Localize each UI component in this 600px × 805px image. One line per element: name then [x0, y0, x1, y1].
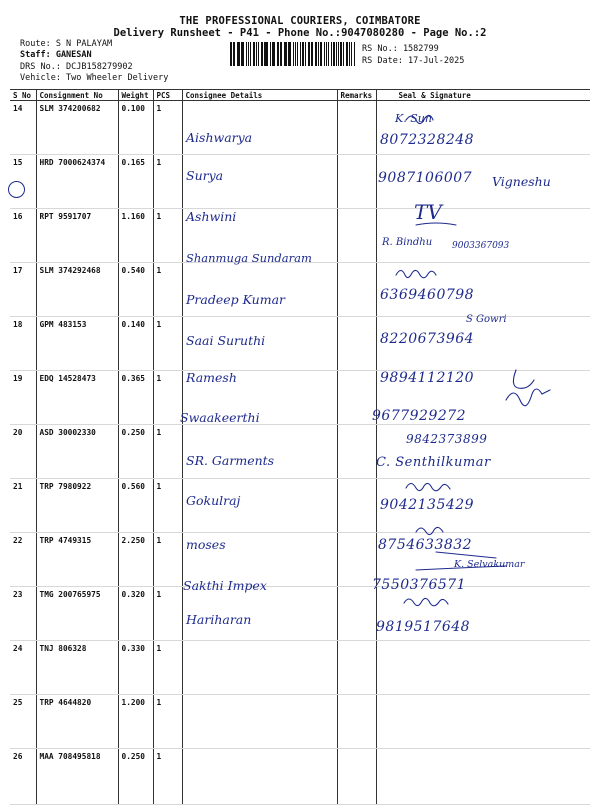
row-consignment-no: TRP 4644820 — [36, 695, 118, 749]
row-pcs: 1 — [153, 695, 182, 749]
row-consignment-no: TRP 4749315 — [36, 533, 118, 587]
row-consignee-details — [182, 101, 337, 155]
handwritten-name: Shanmuga Sundaram — [186, 251, 312, 265]
row-pcs: 1 — [153, 371, 182, 425]
row-pcs: 1 — [153, 155, 182, 209]
row-consignment-no: SLM 374292468 — [36, 263, 118, 317]
row-pcs: 1 — [153, 263, 182, 317]
handwritten-phone: 8754633832 — [378, 537, 473, 553]
row-consignee-details — [182, 749, 337, 805]
handwritten-name: Pradeep Kumar — [186, 292, 286, 307]
route-label: Route: S N PALAYAM — [20, 39, 113, 49]
row-weight: 0.330 — [118, 641, 153, 695]
row-remarks — [337, 641, 376, 695]
row-sno: 16 — [10, 209, 36, 263]
row-remarks — [337, 587, 376, 641]
handwritten-name: SR. Garments — [186, 453, 275, 468]
handwritten-phone: 9677929272 — [372, 408, 467, 424]
row-remarks — [337, 533, 376, 587]
row-consignment-no: ASD 30002330 — [36, 425, 118, 479]
row-consignment-no: TNJ 806328 — [36, 641, 118, 695]
row-pcs: 1 — [153, 101, 182, 155]
row-seal-signature — [376, 695, 590, 749]
handwritten-name: Saai Suruthi — [186, 333, 266, 348]
row-sno: 26 — [10, 749, 36, 805]
handwritten-name: Gokulraj — [186, 493, 241, 508]
drs-barcode — [230, 42, 356, 66]
handwritten-name: Aishwarya — [186, 130, 253, 145]
row-weight: 0.165 — [118, 155, 153, 209]
row-sno: 20 — [10, 425, 36, 479]
handwritten-phone: 7550376571 — [372, 577, 467, 593]
row-remarks — [337, 695, 376, 749]
row-consignment-no: MAA 708495818 — [36, 749, 118, 805]
col-consignment: Consignment No — [36, 90, 118, 101]
row-sno: 21 — [10, 479, 36, 533]
vehicle-label: Vehicle: Two Wheeler Delivery — [20, 73, 169, 83]
handwritten-phone: 9042135429 — [380, 497, 475, 513]
handwritten-phone: 9003367093 — [452, 241, 510, 251]
row-consignment-no: TMG 200765975 — [36, 587, 118, 641]
handwritten-signature: C. Senthilkumar — [376, 455, 491, 470]
handwritten-name: Swaakeerthi — [180, 410, 260, 425]
table-header-row — [10, 90, 590, 101]
col-sno: S No — [10, 90, 36, 101]
handwritten-phone: 8220673964 — [380, 331, 475, 347]
row-pcs: 1 — [153, 749, 182, 805]
row-pcs: 1 — [153, 317, 182, 371]
row-sno: 19 — [10, 371, 36, 425]
col-seal-signature: Seal & Signature — [376, 90, 590, 101]
table-row — [10, 749, 590, 805]
row-pcs: 1 — [153, 209, 182, 263]
row-pcs: 1 — [153, 425, 182, 479]
row-consignment-no: EDQ 14528473 — [36, 371, 118, 425]
handwritten-signature: K. Sun — [395, 112, 432, 125]
handwritten-signature: Vigneshu — [492, 174, 551, 189]
row-weight: 0.560 — [118, 479, 153, 533]
row-sno: 17 — [10, 263, 36, 317]
handwritten-name: Ramesh — [186, 370, 237, 385]
row-remarks — [337, 263, 376, 317]
row-sno: 24 — [10, 641, 36, 695]
row-remarks — [337, 425, 376, 479]
rs-date: RS Date: 17-Jul-2025 — [362, 56, 465, 66]
handwritten-name: Sakthi Impex — [183, 578, 267, 593]
handwritten-phone: 9087106007 — [378, 170, 473, 186]
row-weight: 1.160 — [118, 209, 153, 263]
row-consignment-no: RPT 9591707 — [36, 209, 118, 263]
row-pcs: 1 — [153, 533, 182, 587]
row-weight: 0.250 — [118, 425, 153, 479]
row-remarks — [337, 371, 376, 425]
row-pcs: 1 — [153, 587, 182, 641]
runsheet-subtitle: Delivery Runsheet - P41 - Phone No.:9047080280 - Page No.:2 — [113, 27, 487, 39]
row-weight: 0.100 — [118, 101, 153, 155]
row-sno: 14 — [10, 101, 36, 155]
row-weight: 2.250 — [118, 533, 153, 587]
handwritten-signature: TV — [414, 200, 442, 224]
rs-number: RS No.: 1582799 — [362, 44, 439, 54]
signature-scribbles — [376, 100, 576, 660]
row-weight: 0.140 — [118, 317, 153, 371]
handwritten-phone: 9819517648 — [376, 619, 471, 635]
handwritten-phone: 6369460798 — [380, 287, 475, 303]
handwritten-name: Hariharan — [186, 612, 252, 627]
row-weight: 0.540 — [118, 263, 153, 317]
row-consignee-details — [182, 641, 337, 695]
row-remarks — [337, 155, 376, 209]
col-pcs: PCS — [153, 90, 182, 101]
row-remarks — [337, 317, 376, 371]
handwritten-phone: 9842373899 — [406, 432, 488, 446]
row-remarks — [337, 101, 376, 155]
drs-label: DRS No.: DCJB158279902 — [20, 62, 133, 72]
row-weight: 1.200 — [118, 695, 153, 749]
row-sno: 15 — [10, 155, 36, 209]
row-remarks — [337, 209, 376, 263]
circled-row-mark — [8, 181, 25, 198]
handwritten-phone: 9894112120 — [380, 370, 475, 386]
row-weight: 0.250 — [118, 749, 153, 805]
row-sno: 22 — [10, 533, 36, 587]
col-weight: Weight — [118, 90, 153, 101]
row-sno: 18 — [10, 317, 36, 371]
handwritten-phone: 8072328248 — [380, 132, 475, 148]
handwritten-name: Surya — [186, 168, 224, 183]
row-weight: 0.365 — [118, 371, 153, 425]
row-consignment-no: TRP 7980922 — [36, 479, 118, 533]
row-consignment-no: SLM 374200682 — [36, 101, 118, 155]
row-weight: 0.320 — [118, 587, 153, 641]
handwritten-signature: S Gowri — [466, 314, 507, 325]
row-remarks — [337, 749, 376, 805]
row-pcs: 1 — [153, 641, 182, 695]
row-sno: 23 — [10, 587, 36, 641]
row-consignment-no: HRD 7000624374 — [36, 155, 118, 209]
row-pcs: 1 — [153, 479, 182, 533]
col-consignee: Consignee Details — [182, 90, 337, 101]
staff-label: Staff: GANESAN — [20, 50, 92, 60]
handwritten-signature: R. Bindhu — [382, 237, 433, 248]
col-remarks: Remarks — [337, 90, 376, 101]
row-consignment-no: GPM 483153 — [36, 317, 118, 371]
company-title: THE PROFESSIONAL COURIERS, COIMBATORE — [179, 15, 421, 27]
row-sno: 25 — [10, 695, 36, 749]
row-remarks — [337, 479, 376, 533]
row-consignee-details — [182, 695, 337, 749]
handwritten-name: Ashwini — [186, 209, 237, 224]
row-consignee-details — [182, 425, 337, 479]
table-row — [10, 695, 590, 749]
handwritten-signature: K. Selvakumar — [454, 559, 525, 570]
row-seal-signature — [376, 749, 590, 805]
row-consignee-details — [182, 263, 337, 317]
handwritten-name: moses — [186, 537, 226, 552]
